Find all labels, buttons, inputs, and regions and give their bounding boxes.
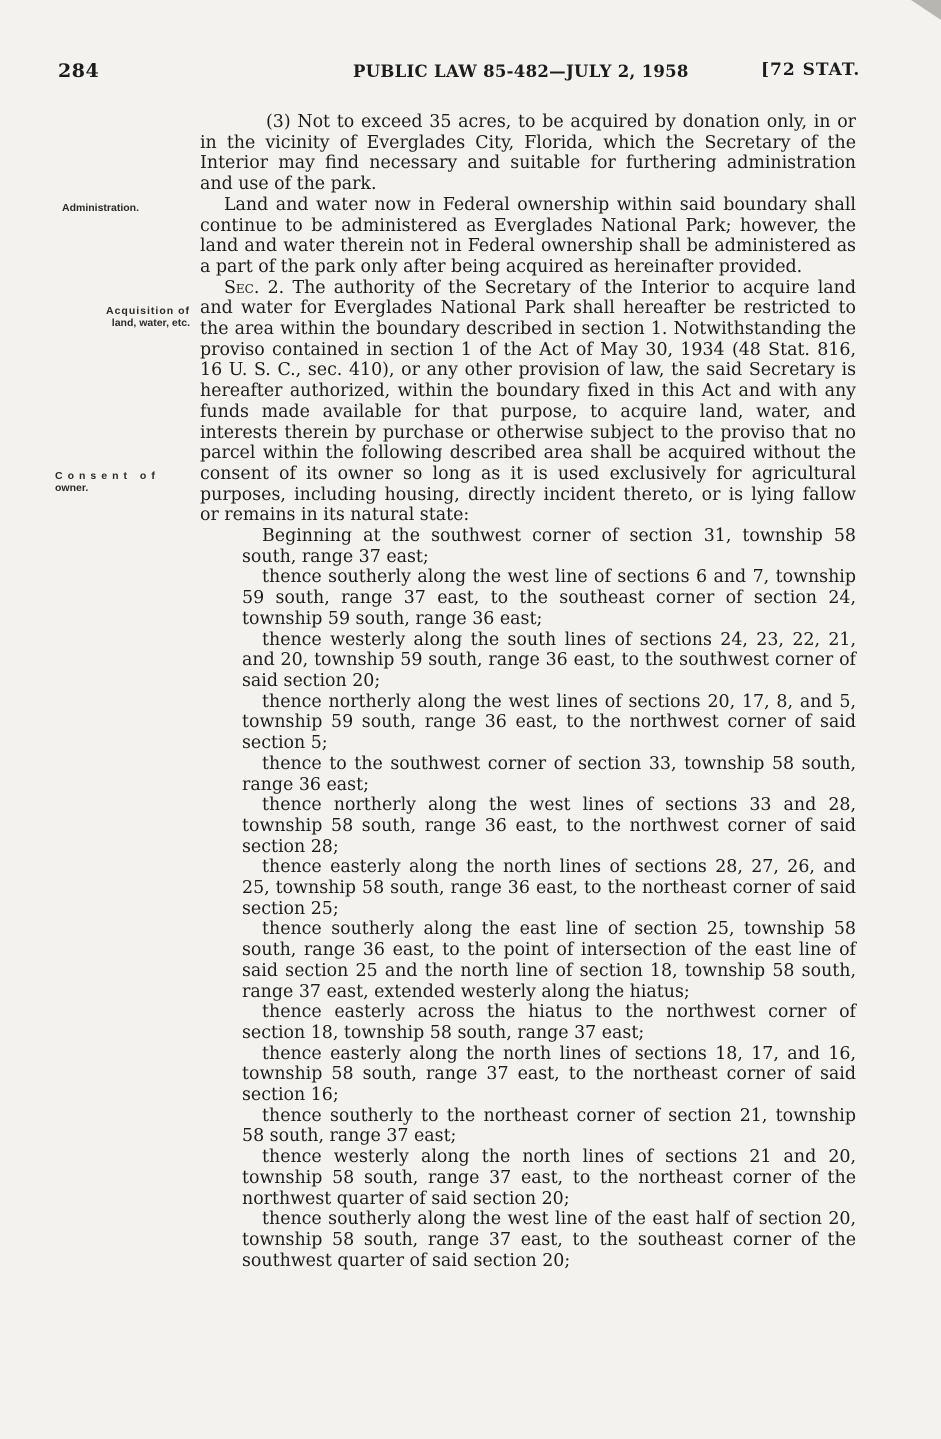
boundary-line: thence southerly along the east line of section 25, township 58 south, range 36 east, to the point of intersection of the east line of said section 25 and the north line of section 18, township 58 south, range 37 east, extended westerly along the hiatus; [242, 919, 856, 1002]
boundary-line: thence southerly along the west line of the east half of section 20, township 58 south, range 37 east, to the southeast corner of the southwest quarter of said section 20; [242, 1209, 856, 1271]
page-number: 284 [58, 60, 100, 82]
document-body [200, 112, 856, 1271]
boundary-line: thence southerly to the northeast corner of section 21, township 58 south, range 37 east; [242, 1105, 856, 1147]
margin-note-text: Acquisition of [106, 305, 190, 317]
boundary-line: thence northerly along the west lines of sections 33 and 28, township 58 south, range 36 east, to the northwest corner of said section 28; [242, 795, 856, 857]
boundary-line: thence southerly along the west line of sections 6 and 7, township 59 south, range 37 east, to the southeast corner of section 24, township 59 south, range 36 east; [242, 567, 856, 629]
boundary-line: thence to the southwest corner of section 33, township 58 south, range 36 east; [242, 753, 856, 795]
section-label: Sec. 2. [224, 277, 285, 298]
statute-reference: [72 STAT. [761, 60, 861, 80]
page-header [58, 60, 868, 90]
margin-note-acquisition [58, 305, 190, 329]
running-title: PUBLIC LAW 85-482—JULY 2, 1958 [353, 62, 689, 81]
margin-note-text: land, water, etc. [111, 317, 190, 329]
boundary-line: thence westerly along the north lines of sections 21 and 20, township 58 south, range 37 east, to the northeast corner of the northwest quarter of said section 20; [242, 1147, 856, 1209]
paragraph-item-3: (3) Not to exceed 35 acres, to be acquired by donation only, in or in the vicinity of Everglades City, Florida, which the Secretary of the Interior may find necessary and suitable for furthering administration and use of the park. [200, 112, 856, 195]
section-2-text: The authority of the Secretary of the Interior to acquire land and water for Everglades National Park shall hereafter be restricted to the area within the boundary described in section 1. Notwithstanding the proviso contained in section 1 of the Act of May 30, 1934 (48 Stat. 816, 16 U. S. C., sec. 410), or any other provision of law, the said Secretary is hereafter authorized, within the boundary fixed in this Act and with any funds made available for that purpose, to acquire land, water, and interests therein by purchase or otherwise subject to the proviso that no parcel within the following described area shall be acquired without the consent of its owner so long as it is used exclusively for agricultural purposes, including housing, directly incident thereto, or is lying fallow or remains in its natural state: [200, 277, 856, 526]
paragraph-section-2 [200, 278, 856, 526]
paragraph-administration: Land and water now in Federal ownership within said boundary shall continue to be administered as Everglades National Park; however, the land and water therein not in Federal ownership shall be administered as a part of the park only after being acquired as hereinafter provided. [200, 194, 856, 277]
margin-note-text: owner. [55, 482, 89, 494]
margin-note-administration [62, 202, 139, 214]
margin-note-text: Consent of [55, 470, 160, 482]
boundary-line: thence northerly along the west lines of sections 20, 17, 8, and 5, township 59 south, range 36 east, to the northwest corner of said section 5; [242, 691, 856, 754]
boundary-line: thence easterly along the north lines of sections 18, 17, and 16, township 58 south, range 37 east, to the northeast corner of said section 16; [242, 1043, 856, 1106]
page-corner-fold [911, 0, 941, 20]
margin-note-consent [55, 470, 160, 494]
boundary-description [200, 526, 856, 1271]
boundary-line: Beginning at the southwest corner of section 31, township 58 south, range 37 east; [242, 526, 856, 567]
boundary-line: thence westerly along the south lines of sections 24, 23, 22, 21, and 20, township 59 south, range 36 east, to the southwest corner of said section 20; [242, 629, 856, 691]
margin-note-text: Administration. [62, 202, 140, 214]
boundary-line: thence easterly across the hiatus to the northwest corner of section 18, township 58 south, range 37 east; [242, 1002, 856, 1043]
boundary-line: thence easterly along the north lines of sections 28, 27, 26, and 25, township 58 south, range 36 east, to the northeast corner of said section 25; [242, 857, 856, 919]
